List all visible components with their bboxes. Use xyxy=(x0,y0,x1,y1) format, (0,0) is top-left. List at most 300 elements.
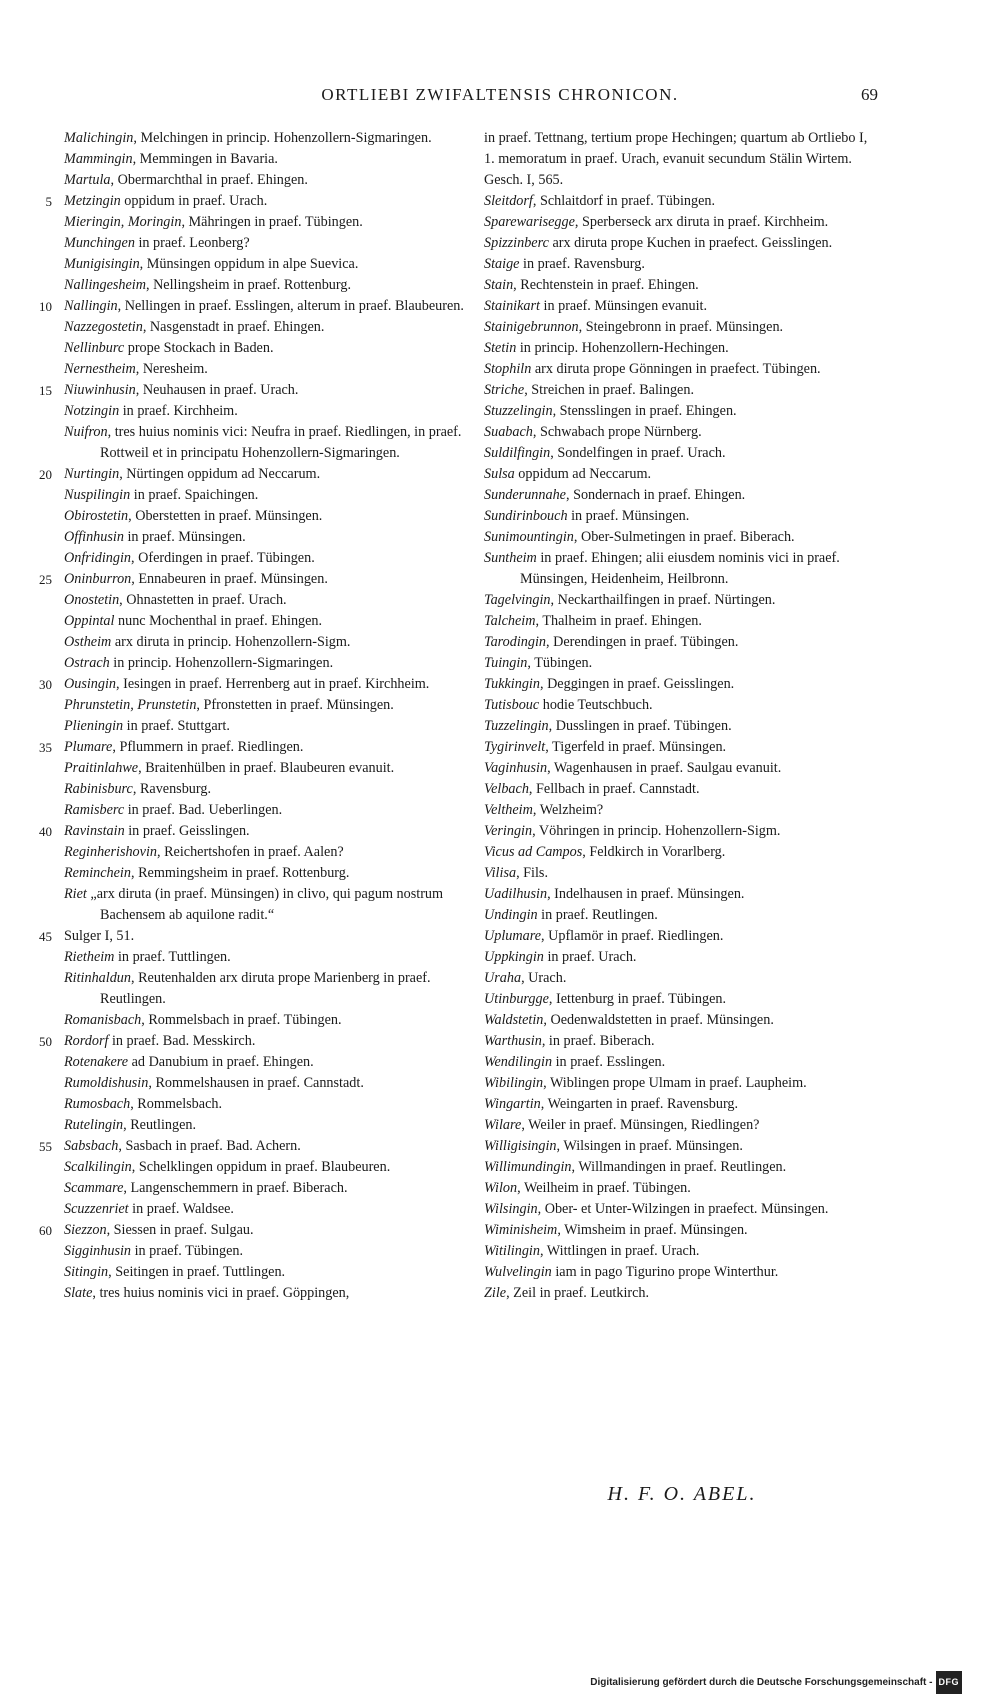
place-description: , Ober-Sulmetingen in praef. Biberach. xyxy=(573,529,795,545)
place-name-latin: Oninburron xyxy=(64,571,132,587)
place-description: in praef. Reutlingen. xyxy=(537,907,658,923)
place-name-latin: Plumare xyxy=(64,739,113,755)
place-name-latin: Mammingin xyxy=(64,151,133,167)
index-entry xyxy=(64,170,470,191)
index-entry xyxy=(484,590,880,611)
index-entry xyxy=(64,590,470,611)
place-description: , Rommelshausen in praef. Cannstadt. xyxy=(148,1075,364,1091)
place-description: , Weiler in praef. Münsingen, Riedlingen? xyxy=(521,1117,760,1133)
place-name-latin: Rutelingin xyxy=(64,1117,124,1133)
index-entry xyxy=(64,506,470,527)
place-name-latin: Sigginhusin xyxy=(64,1243,132,1259)
place-description: , Reutenhalden arx diruta prope Marienberg in praef. Reutlingen. xyxy=(100,970,431,1007)
place-description: , in praef. Biberach. xyxy=(541,1033,655,1049)
place-description: , Sondelfingen in praef. Urach. xyxy=(550,445,726,461)
index-entry xyxy=(484,1220,880,1241)
place-description: in praef. Waldsee. xyxy=(128,1201,234,1217)
index-entry xyxy=(484,212,880,233)
place-description: , Wittlingen in praef. Urach. xyxy=(539,1243,700,1259)
place-name-latin: Onostetin xyxy=(64,592,120,608)
index-entry xyxy=(64,128,470,149)
place-description: , Pflummern in praef. Riedlingen. xyxy=(112,739,304,755)
index-entry xyxy=(484,380,880,401)
place-name-latin: Wiminisheim xyxy=(484,1222,558,1238)
place-name-latin: Scalkilingin xyxy=(64,1159,132,1175)
index-entry xyxy=(484,779,880,800)
place-name-latin: Obirostetin xyxy=(64,508,129,524)
place-description: , Zeil in praef. Leutkirch. xyxy=(506,1285,650,1301)
place-description: , Indelhausen in praef. Münsingen. xyxy=(547,886,745,902)
place-description: oppidum in praef. Urach. xyxy=(120,193,268,209)
index-entry xyxy=(64,233,470,254)
place-name-latin: Oppintal xyxy=(64,613,115,629)
place-name-latin: Witilingin xyxy=(484,1243,540,1259)
place-name-latin: Vilisa xyxy=(484,865,517,881)
place-name-latin: Suntheim xyxy=(484,550,537,566)
place-description: in praef. Geisslingen. xyxy=(124,823,250,839)
index-entry xyxy=(64,1241,470,1262)
place-name-latin: Vicus ad Campos xyxy=(484,844,583,860)
index-entry xyxy=(484,296,880,317)
place-description: , Iesingen in praef. Herrenberg aut in praef. Kirchheim. xyxy=(116,676,430,692)
place-description: , Dusslingen in praef. Tübingen. xyxy=(548,718,732,734)
place-name-latin: Stetin xyxy=(484,340,517,356)
place-name-latin: Martula xyxy=(64,172,111,188)
index-entry xyxy=(484,1136,880,1157)
place-name-latin: Nuifron xyxy=(64,424,108,440)
place-description: in praef. Stuttgart. xyxy=(123,718,230,734)
index-entry xyxy=(64,1073,470,1094)
place-name-latin: Nernestheim xyxy=(64,361,136,377)
place-description: , Thalheim in praef. Ehingen. xyxy=(535,613,702,629)
place-description: in praef. Esslingen. xyxy=(552,1054,666,1070)
index-entry xyxy=(484,1031,880,1052)
place-description: , Ennabeuren in praef. Münsingen. xyxy=(131,571,328,587)
line-number: 40 xyxy=(39,824,52,839)
place-description: , Fellbach in praef. Cannstadt. xyxy=(528,781,700,797)
index-entry xyxy=(484,653,880,674)
place-description: , Wimsheim in praef. Münsingen. xyxy=(557,1222,748,1238)
index-entry xyxy=(64,779,470,800)
index-entry xyxy=(64,632,470,653)
place-description: , Tigerfeld in praef. Münsingen. xyxy=(545,739,727,755)
place-name-latin: Veltheim xyxy=(484,802,533,818)
place-description: , Upflamör in praef. Riedlingen. xyxy=(541,928,724,944)
place-name-latin: Rumosbach xyxy=(64,1096,131,1112)
index-entry xyxy=(64,527,470,548)
line-number: 45 xyxy=(39,929,52,944)
place-name-latin: Munigisingin xyxy=(64,256,140,272)
place-name-latin: Wingartin xyxy=(484,1096,541,1112)
index-entry xyxy=(484,233,880,254)
place-name-latin: Sunderunnahe xyxy=(484,487,566,503)
place-description: , Pfronstetten in praef. Münsingen. xyxy=(196,697,394,713)
place-name-latin: Malichingin xyxy=(64,130,134,146)
place-name-latin: Willimundingin xyxy=(484,1159,572,1175)
index-entry xyxy=(484,695,880,716)
place-name-latin: Sparewarisegge xyxy=(484,214,575,230)
place-description: in praef. Münsingen evanuit. xyxy=(539,298,708,314)
index-entry xyxy=(484,1115,880,1136)
index-entry xyxy=(39,1031,470,1052)
line-number: 25 xyxy=(39,572,52,587)
place-description: , Wagenhausen in praef. Saulgau evanuit. xyxy=(547,760,782,776)
index-entry xyxy=(484,758,880,779)
place-name-latin: Wilsingin xyxy=(484,1201,538,1217)
index-entry xyxy=(64,1178,470,1199)
place-description: , Schwabach prope Nürnberg. xyxy=(532,424,702,440)
place-name-latin: Warthusin xyxy=(484,1033,542,1049)
place-description: , Oedenwaldstetten in praef. Münsingen. xyxy=(543,1012,774,1028)
index-entry xyxy=(484,128,880,191)
place-description: , Nellingen in praef. Esslingen, alterum in praef. Blaubeuren. xyxy=(117,298,464,314)
line-number: 5 xyxy=(45,194,52,209)
index-entry xyxy=(484,191,880,212)
place-name-latin: Stophiln xyxy=(484,361,532,377)
place-description: , Deggingen in praef. Geisslingen. xyxy=(539,676,735,692)
place-description: , Derendingen in praef. Tübingen. xyxy=(546,634,739,650)
place-description: , Willmandingen in praef. Reutlingen. xyxy=(571,1159,787,1175)
dfg-logo: DFG xyxy=(936,1671,963,1694)
place-name-latin: Reminchein xyxy=(64,865,131,881)
index-entry xyxy=(484,716,880,737)
index-entry xyxy=(64,317,470,338)
place-description: in praef. Leonberg? xyxy=(134,235,250,251)
place-name-latin: Suabach xyxy=(484,424,533,440)
index-entry xyxy=(64,485,470,506)
place-description: , Rommelsbach in praef. Tübingen. xyxy=(141,1012,342,1028)
index-entry xyxy=(64,212,470,233)
index-entry xyxy=(484,464,880,485)
index-entry xyxy=(484,926,880,947)
place-name-latin: Willigisingin xyxy=(484,1138,557,1154)
index-entry xyxy=(64,1115,470,1136)
footer-text: Digitalisierung gefördert durch die Deutsche Forschungsgemeinschaft - xyxy=(590,1677,933,1688)
place-name-latin: Striche xyxy=(484,382,525,398)
index-entry xyxy=(484,611,880,632)
place-description: in praef. Ravensburg. xyxy=(519,256,645,272)
index-entry xyxy=(39,674,470,695)
place-name-latin: Nuspilingin xyxy=(64,487,131,503)
place-description: , Neresheim. xyxy=(135,361,208,377)
index-entry xyxy=(484,548,880,590)
place-name-latin: Praitinlahwe xyxy=(64,760,139,776)
place-name-latin: Tutisbouc xyxy=(484,697,540,713)
index-entry xyxy=(39,1136,470,1157)
left-column xyxy=(39,128,470,1304)
index-entry xyxy=(484,317,880,338)
place-description: , Ober- et Unter-Wilzingen in praefect. Münsingen. xyxy=(537,1201,829,1217)
place-description: ad Danubium in praef. Ehingen. xyxy=(128,1054,314,1070)
place-name-latin: Tuzzelingin xyxy=(484,718,549,734)
place-name-latin: Uadilhusin xyxy=(484,886,548,902)
place-name-latin: Munchingen xyxy=(64,235,135,251)
index-entry xyxy=(484,422,880,443)
place-description: arx diruta prope Kuchen in praefect. Geisslingen. xyxy=(548,235,833,251)
index-entry xyxy=(64,1283,470,1304)
place-name-latin: Offinhusin xyxy=(64,529,124,545)
place-name-latin: Siezzon xyxy=(64,1222,107,1238)
place-description: , Siessen in praef. Sulgau. xyxy=(106,1222,254,1238)
index-entry xyxy=(64,863,470,884)
place-description: in praef. Kirchheim. xyxy=(119,403,238,419)
place-description: , Rommelsbach. xyxy=(130,1096,223,1112)
index-entry xyxy=(484,1094,880,1115)
index-entry xyxy=(64,422,470,464)
place-name-latin: Rotenakere xyxy=(64,1054,129,1070)
index-entry xyxy=(64,401,470,422)
index-entry xyxy=(484,359,880,380)
place-name-latin: Sundirinbouch xyxy=(484,508,568,524)
index-entry xyxy=(484,401,880,422)
place-description: in praef. Tettnang, tertium prope Hechingen; quartum ab Ortliebo I, 1. memoratum in praef. Urach, evanuit secundum Stälin Wirtem. Gesch. I, 565. xyxy=(484,130,868,188)
index-entry xyxy=(64,968,470,1010)
place-name-latin: Slate xyxy=(64,1285,93,1301)
place-description: , Weingarten in praef. Ravensburg. xyxy=(540,1096,739,1112)
place-name-latin: Uraha xyxy=(484,970,522,986)
index-entry xyxy=(39,569,470,590)
index-entry xyxy=(484,1241,880,1262)
place-name-latin: Scuzzenriet xyxy=(64,1201,129,1217)
index-entry xyxy=(484,485,880,506)
place-description: , Welzheim? xyxy=(532,802,604,818)
place-name-latin: Sabsbach xyxy=(64,1138,119,1154)
place-description: in praef. Münsingen. xyxy=(123,529,246,545)
place-description: in princip. Hohenzollern-Sigmaringen. xyxy=(109,655,334,671)
line-number: 30 xyxy=(39,677,52,692)
index-entry xyxy=(64,1010,470,1031)
place-name-latin: Ostrach xyxy=(64,655,110,671)
place-name-latin: Mieringin, Moringin xyxy=(64,214,182,230)
line-number: 55 xyxy=(39,1139,52,1154)
place-description: , Streichen in praef. Balingen. xyxy=(524,382,694,398)
place-name-latin: Plieningin xyxy=(64,718,124,734)
place-description: , Wilsingen in praef. Münsingen. xyxy=(556,1138,743,1154)
place-name-latin: Undingin xyxy=(484,907,538,923)
index-entry xyxy=(484,338,880,359)
place-description: oppidum ad Neccarum. xyxy=(514,466,652,482)
place-name-latin: Sunimountingin xyxy=(484,529,574,545)
index-entry xyxy=(484,1052,880,1073)
index-entry xyxy=(64,716,470,737)
place-name-latin: Talcheim xyxy=(484,613,536,629)
line-number: 20 xyxy=(39,467,52,482)
place-description: , Iettenburg in praef. Tübingen. xyxy=(548,991,727,1007)
index-entry xyxy=(39,464,470,485)
place-name-latin: Rordorf xyxy=(64,1033,109,1049)
place-name-latin: Riet xyxy=(64,886,87,902)
place-description: , Weilheim in praef. Tübingen. xyxy=(517,1180,691,1196)
place-description: , Steingebronn in praef. Münsingen. xyxy=(578,319,784,335)
place-description: , Stensslingen in praef. Ehingen. xyxy=(552,403,737,419)
index-entry xyxy=(484,254,880,275)
place-name-latin: Uplumare xyxy=(484,928,542,944)
line-number: 50 xyxy=(39,1034,52,1049)
index-entry xyxy=(64,1262,470,1283)
place-name-latin: Tarodingin xyxy=(484,634,547,650)
index-entry xyxy=(64,1157,470,1178)
index-entry xyxy=(484,1073,880,1094)
place-description: , Seitingen in praef. Tuttlingen. xyxy=(108,1264,286,1280)
place-name-latin: Zile xyxy=(484,1285,507,1301)
place-name-latin: Wilon xyxy=(484,1180,518,1196)
place-description: , Neuhausen in praef. Urach. xyxy=(135,382,299,398)
place-name-latin: Sitingin xyxy=(64,1264,109,1280)
index-entry xyxy=(45,191,470,212)
place-description: , Braitenhülben in praef. Blaubeuren evanuit. xyxy=(138,760,395,776)
place-name-latin: Reginherishovin xyxy=(64,844,157,860)
index-entry xyxy=(64,254,470,275)
index-entry xyxy=(64,842,470,863)
index-entry xyxy=(64,800,470,821)
place-name-latin: Notzingin xyxy=(64,403,120,419)
place-name-latin: Rietheim xyxy=(64,949,115,965)
index-entry xyxy=(484,737,880,758)
index-entry xyxy=(484,632,880,653)
index-entry xyxy=(484,674,880,695)
place-name-latin: Sleitdorf xyxy=(484,193,533,209)
place-description: , Memmingen in Bavaria. xyxy=(132,151,278,167)
index-entry xyxy=(484,1178,880,1199)
index-entry xyxy=(64,275,470,296)
place-description: Sulger I, 51. xyxy=(64,928,135,944)
place-name-latin: Stain xyxy=(484,277,514,293)
place-name-latin: Nazzegostetin xyxy=(64,319,143,335)
place-name-latin: Wendilingin xyxy=(484,1054,553,1070)
place-name-latin: Stainikart xyxy=(484,298,540,314)
place-description: , Rechtenstein in praef. Ehingen. xyxy=(513,277,699,293)
place-description: , tres huius nominis vici in praef. Göppingen, xyxy=(92,1285,350,1301)
index-entry xyxy=(484,947,880,968)
digitization-footer xyxy=(590,1671,962,1694)
place-description: in praef. Münsingen. xyxy=(567,508,690,524)
index-entry xyxy=(484,275,880,296)
place-description: in praef. Spaichingen. xyxy=(130,487,259,503)
place-description: , Sondernach in praef. Ehingen. xyxy=(565,487,746,503)
place-name-latin: Tukkingin xyxy=(484,676,540,692)
place-description: in praef. Tuttlingen. xyxy=(114,949,231,965)
place-name-latin: Uppkingin xyxy=(484,949,544,965)
place-name-latin: Nellinburc xyxy=(64,340,125,356)
place-description: , Sperberseck arx diruta in praef. Kirchheim. xyxy=(574,214,829,230)
index-entry xyxy=(484,1262,880,1283)
index-entry xyxy=(64,611,470,632)
place-description: , Nellingsheim in praef. Rottenburg. xyxy=(145,277,351,293)
place-description: , Fils. xyxy=(516,865,548,881)
place-name-latin: Tygirinvelt xyxy=(484,739,546,755)
place-description: , Feldkirch in Vorarlberg. xyxy=(582,844,726,860)
place-name-latin: Stuzzelingin xyxy=(484,403,553,419)
index-entry xyxy=(64,1052,470,1073)
place-name-latin: Spizzinberc xyxy=(484,235,549,251)
index-entry xyxy=(484,863,880,884)
index-entry xyxy=(64,1199,470,1220)
index-entry xyxy=(484,905,880,926)
place-name-latin: Ravinstain xyxy=(64,823,125,839)
place-description: , Nürtingen oppidum ad Neccarum. xyxy=(119,466,321,482)
page-number: 69 xyxy=(861,85,878,104)
place-name-latin: Ritinhaldun xyxy=(64,970,131,986)
index-entry xyxy=(39,1220,470,1241)
place-description: in praef. Urach. xyxy=(543,949,637,965)
place-description: , Ravensburg. xyxy=(132,781,211,797)
place-description: iam in pago Tigurino prope Winterthur. xyxy=(551,1264,779,1280)
place-name-latin: Suldilfingin xyxy=(484,445,551,461)
place-name-latin: Wulvelingin xyxy=(484,1264,552,1280)
place-description: , tres huius nominis vici: Neufra in praef. Riedlingen, in praef. Rottweil et in principatu Hohenzollern-Sigmaringen. xyxy=(100,424,462,461)
place-name-latin: Staige xyxy=(484,256,520,272)
place-description: , Mähringen in praef. Tübingen. xyxy=(181,214,363,230)
place-name-latin: Metzingin xyxy=(64,193,121,209)
place-name-latin: Utinburgge xyxy=(484,991,549,1007)
place-name-latin: Wibilingin xyxy=(484,1075,544,1091)
index-entry xyxy=(484,1199,880,1220)
place-name-latin: Romanisbach xyxy=(64,1012,142,1028)
index-entry xyxy=(484,1283,880,1304)
place-description: , Vöhringen in princip. Hohenzollern-Sigm. xyxy=(532,823,781,839)
place-name-latin: Nallingesheim xyxy=(64,277,146,293)
index-entry xyxy=(39,380,470,401)
place-name-latin: Sulsa xyxy=(484,466,515,482)
place-description: in princip. Hohenzollern-Hechingen. xyxy=(516,340,729,356)
place-name-latin: Rabinisburc xyxy=(64,781,133,797)
place-description: , Reutlingen. xyxy=(123,1117,197,1133)
place-description: in praef. Tübingen. xyxy=(131,1243,244,1259)
right-column xyxy=(484,128,880,1304)
index-entry xyxy=(484,968,880,989)
place-description: , Oferdingen in praef. Tübingen. xyxy=(131,550,315,566)
place-name-latin: Veringin xyxy=(484,823,533,839)
place-description: , Ohnastetten in praef. Urach. xyxy=(119,592,287,608)
place-name-latin: Nallingin xyxy=(64,298,118,314)
index-entry xyxy=(64,338,470,359)
index-entry xyxy=(484,842,880,863)
place-name-latin: Velbach xyxy=(484,781,529,797)
place-name-latin: Scammare xyxy=(64,1180,124,1196)
index-entry xyxy=(484,821,880,842)
place-description: in praef. Ehingen; alii eiusdem nominis vici in praef. Münsingen, Heidenheim, Heilbronn. xyxy=(520,550,840,587)
line-number: 35 xyxy=(39,740,52,755)
place-description: in praef. Bad. Ueberlingen. xyxy=(124,802,283,818)
index-entry xyxy=(39,296,470,317)
place-description: , Sasbach in praef. Bad. Achern. xyxy=(118,1138,301,1154)
place-name-latin: Ousingin xyxy=(64,676,117,692)
index-entry xyxy=(64,149,470,170)
index-entry xyxy=(64,884,470,926)
place-description: nunc Mochenthal in praef. Ehingen. xyxy=(114,613,323,629)
place-description: , Münsingen oppidum in alpe Suevica. xyxy=(139,256,359,272)
place-description: hodie Teutschbuch. xyxy=(539,697,653,713)
place-name-latin: Vaginhusin xyxy=(484,760,548,776)
place-description: , Wiblingen prope Ulmam in praef. Laupheim. xyxy=(543,1075,807,1091)
place-description: , Schlaitdorf in praef. Tübingen. xyxy=(532,193,716,209)
index-entry xyxy=(64,548,470,569)
place-name-latin: Ostheim xyxy=(64,634,112,650)
index-entry xyxy=(484,506,880,527)
index-entry xyxy=(64,695,470,716)
index-entry xyxy=(484,884,880,905)
place-description: prope Stockach in Baden. xyxy=(124,340,274,356)
place-description: arx diruta prope Gönningen in praefect. Tübingen. xyxy=(531,361,821,377)
place-name-latin: Niuwinhusin xyxy=(64,382,136,398)
line-number: 15 xyxy=(39,383,52,398)
index-entry xyxy=(484,1157,880,1178)
index-entry xyxy=(64,947,470,968)
place-name-latin: Tagelvingin xyxy=(484,592,551,608)
place-description: , Neckarthailfingen in praef. Nürtingen. xyxy=(550,592,776,608)
place-name-latin: Tuingin xyxy=(484,655,528,671)
author-signature: H. F. O. ABEL. xyxy=(607,1483,757,1505)
